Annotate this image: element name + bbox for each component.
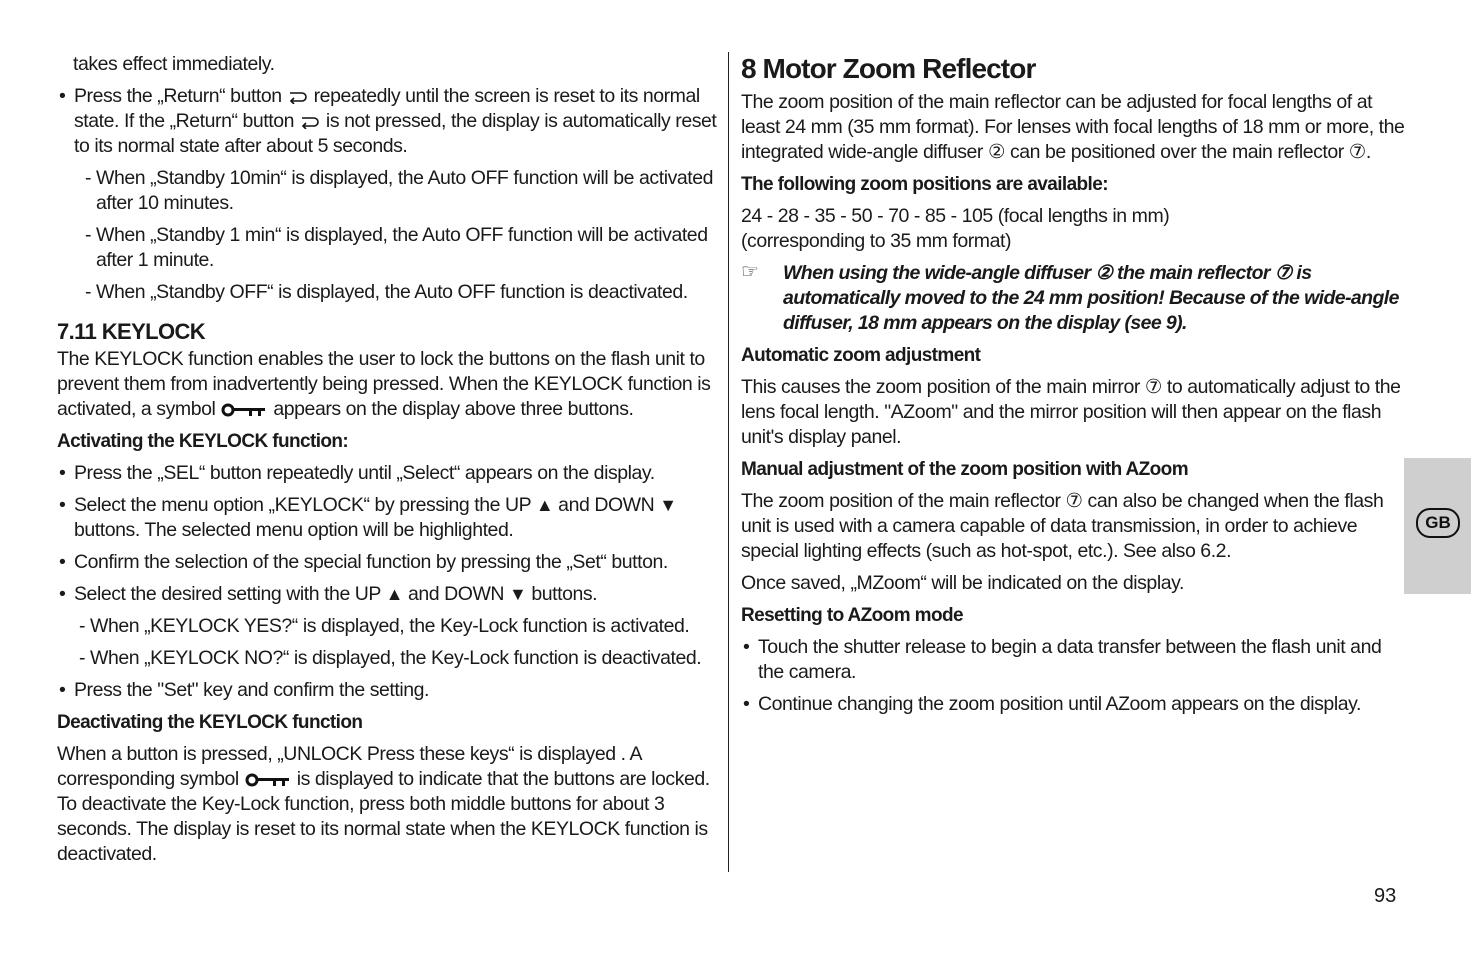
continuation-text: takes effect immediately. <box>73 53 275 75</box>
standby-item: - When „Standby 10min“ is displayed, the Auto OFF function will be activated after 10 minutes. <box>57 166 722 216</box>
reset-heading: Resetting to AZoom mode <box>741 605 963 626</box>
section-title: 8 Motor Zoom Reflector <box>741 53 1036 84</box>
list-item: • Select the menu option „KEYLOCK“ by pressing the UP ▲ and DOWN ▼ buttons. The selected menu option will be highlighted. <box>57 493 722 543</box>
list-item: • Press the "Set" key and confirm the setting. <box>57 678 722 703</box>
deactivating-heading: Deactivating the KEYLOCK function <box>57 712 363 733</box>
list-item: • Select the desired setting with the UP ▲ and DOWN ▼ buttons. <box>57 582 722 607</box>
language-badge: GB <box>1416 508 1460 538</box>
list-item: • Continue changing the zoom position until AZoom appears on the display. <box>741 692 1406 717</box>
positions-line: 24 - 28 - 35 - 50 - 70 - 85 - 105 (focal lengths in mm) <box>741 205 1170 227</box>
standby-item: - When „Standby OFF“ is displayed, the Auto OFF function is deactivated. <box>57 280 722 305</box>
keylock-heading: 7.11 KEYLOCK <box>57 319 206 344</box>
standby-item: - When „Standby 1 min“ is displayed, the Auto OFF function will be activated after 1 minute. <box>57 223 722 273</box>
deactivating-text: When a button is pressed, „UNLOCK Press these keys“ is displayed . A corresponding symbol is displayed to indicate that the buttons are locked. To deactivate the Key-Lock function, press both middle buttons for about 3 seconds. The display is reset to its normal state when the KEYLOCK function is deactivated. <box>57 743 710 865</box>
page-number: 93 <box>1374 885 1397 907</box>
language-tab <box>1404 458 1471 594</box>
saved-text: Once saved, „MZoom“ will be indicated on the display. <box>741 572 1184 594</box>
zoom-intro: The zoom position of the main reflector can be adjusted for focal lengths of at least 24 mm (35 mm format). For lenses with focal lengths of 18 mm or more, the integrated wide-angle diffuser ② can be positioned over the main reflector ⑦. <box>741 91 1405 163</box>
auto-heading: Automatic zoom adjustment <box>741 345 981 366</box>
note: ☞ When using the wide-angle diffuser ② the main reflector ⑦ is automatically moved to the 24 mm position! Because of the wide-angle diffuser, 18 mm appears on the display (see 9). <box>741 261 1399 334</box>
left-column <box>57 52 722 867</box>
pointing-hand-icon: ☞ <box>741 261 759 283</box>
key-icon <box>221 403 267 417</box>
list-item: • Press the „SEL“ button repeatedly until „Select“ appears on the display. <box>57 461 722 486</box>
positions-line: (corresponding to 35 mm format) <box>741 230 1011 252</box>
positions-heading: The following zoom positions are available: <box>741 174 1108 195</box>
keylock-intro: The KEYLOCK function enables the user to lock the buttons on the flash unit to prevent them from inadvertently being pressed. When the KEYLOCK function is activated, a symbol appears on the display above three buttons. <box>57 348 711 420</box>
list-item: • Touch the shutter release to begin a data transfer between the flash unit and the camera. <box>741 635 1406 685</box>
activating-heading: Activating the KEYLOCK function: <box>57 431 349 452</box>
manual-text: The zoom position of the main reflector ⑦ can also be changed when the flash unit is used with a camera capable of data transmission, in order to achieve special lighting effects (such as hot-spot, etc.). See also 6.2. <box>741 490 1384 562</box>
key-icon <box>245 773 291 787</box>
manual-heading: Manual adjustment of the zoom position with AZoom <box>741 459 1188 480</box>
keylock-option: - When „KEYLOCK NO?“ is displayed, the Key-Lock function is deactivated. <box>57 646 722 671</box>
column-divider <box>728 52 729 872</box>
return-arrow-icon <box>287 90 309 104</box>
list-item: • Confirm the selection of the special function by pressing the „Set“ button. <box>57 550 722 575</box>
keylock-option: - When „KEYLOCK YES?“ is displayed, the Key-Lock function is activated. <box>57 614 722 639</box>
right-column <box>741 52 1406 717</box>
return-arrow-icon <box>299 115 321 129</box>
return-bullet: • Press the „Return“ button repeatedly until the screen is reset to its normal state. If the „Return“ button is not pressed, the display is automatically reset to its normal state after about 5 seconds. <box>57 84 722 159</box>
auto-text: This causes the zoom position of the main mirror ⑦ to automatically adjust to the lens focal length. "AZoom" and the mirror position will then appear on the flash unit's display panel. <box>741 376 1401 448</box>
